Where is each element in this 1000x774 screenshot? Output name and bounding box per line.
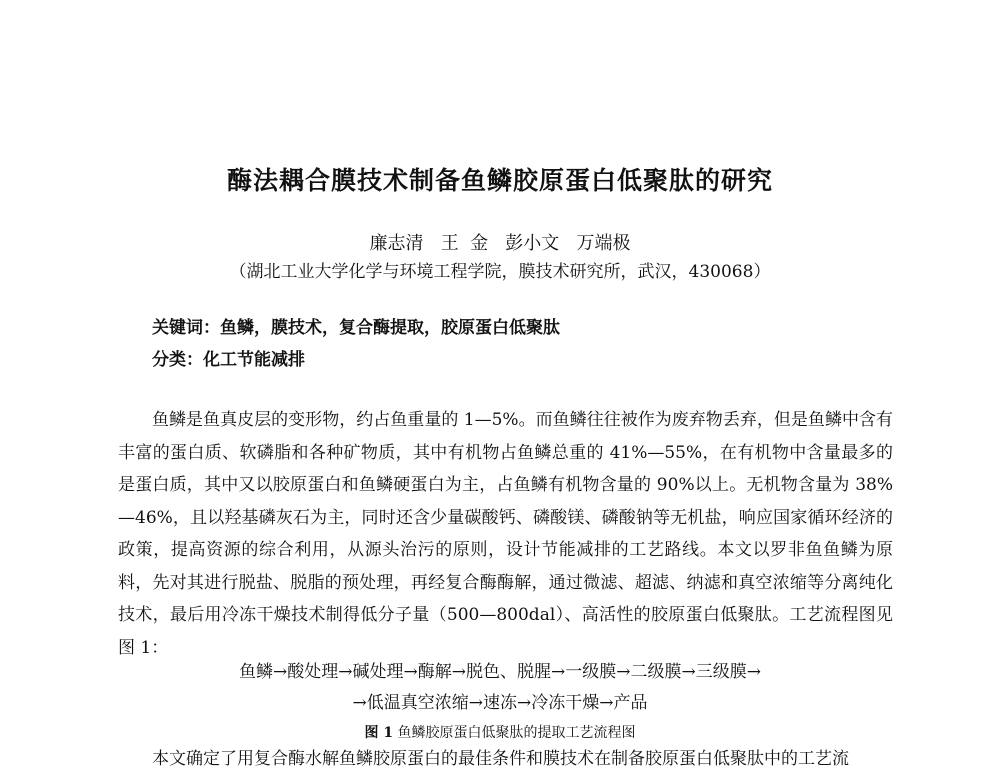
author-list: 廉志清 王 金 彭小文 万端极 — [369, 233, 631, 254]
keywords: 关键词：鱼鳞，膜技术，复合酶提取，胶原蛋白低聚肽 — [152, 318, 560, 338]
process-flow-line-1: 鱼鳞→酸处理→碱处理→酶解→脱色、脱腥→一级膜→二级膜→三级膜→ — [239, 662, 761, 682]
figure-caption — [0, 722, 1000, 742]
body-paragraph: 鱼鳞是鱼真皮层的变形物，约占鱼重量的 1—5%。而鱼鳞往往被作为废弃物丢弃，但是鱼鳞中含有丰富的蛋白质、软磷脂和各种矿物质，其中有机物占鱼鳞总重的 41%—55%，在有机物中含量最多的是蛋白质，其中又以胶原蛋白和鱼鳞硬蛋白为主，占鱼鳞有机物含量的 90%以上。无机物含量为 38%—46%，且以羟基磷灰石为主，同时还含少量碳酸钙、磷酸镁、磷酸钠等无机盐，响应国家循环经济的政策，提高资源的综合利用，从源头治污的原则，设计节能减排的工艺路线。本文以罗非鱼鱼鳞为原料，先对其进行脱盐、脱脂的预处理，再经复合酶酶解，通过微滤、超滤、纳滤和真空浓缩等分离纯化技术，最后用冷冻干燥技术制得低分子量（500—800dal）、高活性的胶原蛋白低聚肽。工艺流程图见图 1： — [118, 410, 893, 658]
process-flow-line-2: →低温真空浓缩→速冻→冷冻干燥→产品 — [352, 693, 648, 713]
figure-label: 图 1 — [364, 725, 394, 741]
partial-paragraph: 本文确定了用复合酶水解鱼鳞胶原蛋白的最佳条件和膜技术在制备胶原蛋白低聚肽中的工艺流 — [152, 749, 849, 769]
paper-title: 酶法耦合膜技术制备鱼鳞胶原蛋白低聚肽的研究 — [226, 166, 773, 195]
affiliation: （湖北工业大学化学与环境工程学院，膜技术研究所，武汉，430068） — [229, 262, 771, 282]
figure-caption-text: 鱼鳞胶原蛋白低聚肽的提取工艺流程图 — [397, 725, 636, 741]
classification: 分类：化工节能减排 — [152, 350, 305, 370]
